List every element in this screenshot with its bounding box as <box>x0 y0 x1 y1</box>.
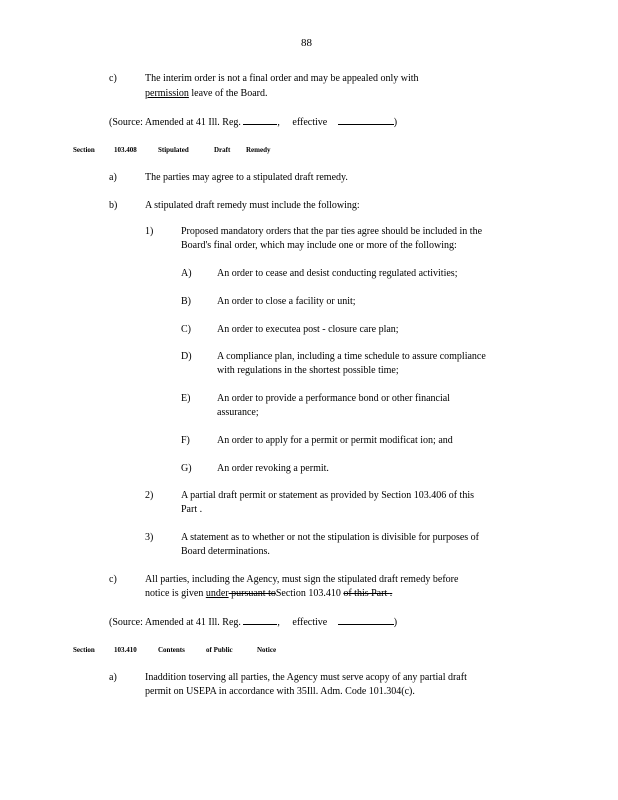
deleted-text: to <box>265 588 276 599</box>
paragraph-line: Proposed mandatory orders that the par ties agree should be included in the <box>181 226 483 237</box>
paragraph-line <box>145 87 267 101</box>
item-label: A) <box>181 268 192 279</box>
item-label: C) <box>181 324 191 335</box>
item-label: 1) <box>145 226 154 237</box>
section-title: Remedy <box>246 146 271 154</box>
source-text: (Source: Amended at 41 Ill. Reg. <box>109 617 241 628</box>
item-label: b) <box>109 200 118 211</box>
section-title: Stipulated <box>158 146 189 154</box>
source-text: effective <box>292 617 328 628</box>
list-item: An order to cease and desist conducting regulated activities; <box>217 268 458 279</box>
blank-line <box>338 615 394 625</box>
section-label: Section <box>73 646 95 654</box>
list-item: An order revoking a permit. <box>217 463 329 474</box>
source-note <box>109 615 397 630</box>
source-text: ) <box>393 117 398 128</box>
paragraph-text: leave of the Board. <box>188 88 268 99</box>
paragraph-line: All parties, including the Agency, must sign the stipulated draft remedy before <box>145 574 459 585</box>
list-item: assurance; <box>217 407 259 418</box>
list-item: An order to provide a performance bond or other financial <box>217 393 450 404</box>
section-title: of Public <box>206 646 233 654</box>
deleted-text: pursuant <box>228 588 266 599</box>
source-note <box>109 115 397 130</box>
item-label: B) <box>181 296 191 307</box>
section-number: 103.410 <box>114 646 137 654</box>
deleted-text: of this Part <box>343 588 390 599</box>
inserted-text: permission <box>145 88 189 99</box>
blank-line <box>338 115 394 125</box>
item-label: c) <box>109 574 117 585</box>
item-label: D) <box>181 351 192 362</box>
section-label: Section <box>73 146 95 154</box>
item-label: E) <box>181 393 191 404</box>
paragraph-text: . <box>389 588 393 599</box>
page-number: 88 <box>301 37 312 49</box>
paragraph-line: Inaddition toserving all parties, the Agency must serve acopy of any partial draft <box>145 672 467 683</box>
list-item: An order to apply for a permit or permit modificat ion; and <box>217 435 453 446</box>
paragraph-line: The interim order is not a final order and may be appealed only with <box>145 73 419 84</box>
paragraph-text: Section 103.410 <box>275 588 344 599</box>
source-text: (Source: Amended at 41 Ill. Reg. <box>109 117 241 128</box>
inserted-text: under <box>205 588 229 599</box>
section-title: Notice <box>257 646 277 654</box>
section-title: Contents <box>158 646 185 654</box>
section-number: 103.408 <box>114 146 137 154</box>
item-label: F) <box>181 435 190 446</box>
blank-line <box>243 615 277 625</box>
item-label: 2) <box>145 490 154 501</box>
list-item: An order to executea post - closure care plan; <box>217 324 399 335</box>
paragraph-line: Part . <box>181 504 203 515</box>
item-label: a) <box>109 672 117 683</box>
paragraph-line: permit on USEPA in accordance with 35Ill. Adm. Code 101.304(c). <box>145 686 415 697</box>
item-label: c) <box>109 73 117 84</box>
paragraph-line: Board determinations. <box>181 546 270 557</box>
section-title: Draft <box>214 146 231 154</box>
list-item: An order to close a facility or unit; <box>217 296 356 307</box>
source-text: , <box>277 617 280 628</box>
list-item: with regulations in the shortest possible time; <box>217 365 399 376</box>
item-label: a) <box>109 172 117 183</box>
item-label: G) <box>181 463 192 474</box>
paragraph-line: A stipulated draft remedy must include the following: <box>145 200 360 211</box>
paragraph-line: The parties may agree to a stipulated draft remedy. <box>145 172 348 183</box>
paragraph-line <box>145 587 392 601</box>
paragraph-text: notice is given <box>145 588 206 599</box>
source-text: , <box>277 117 280 128</box>
paragraph-line: A partial draft permit or statement as provided by Section 103.406 of this <box>181 490 474 501</box>
list-item: A compliance plan, including a time schedule to assure compliance <box>217 351 486 362</box>
source-text: effective <box>292 117 328 128</box>
source-text: ) <box>393 617 398 628</box>
blank-line <box>243 115 277 125</box>
item-label: 3) <box>145 532 154 543</box>
paragraph-line: Board's final order, which may include one or more of the following: <box>181 240 457 251</box>
paragraph-line: A statement as to whether or not the stipulation is divisible for purposes of <box>181 532 480 543</box>
